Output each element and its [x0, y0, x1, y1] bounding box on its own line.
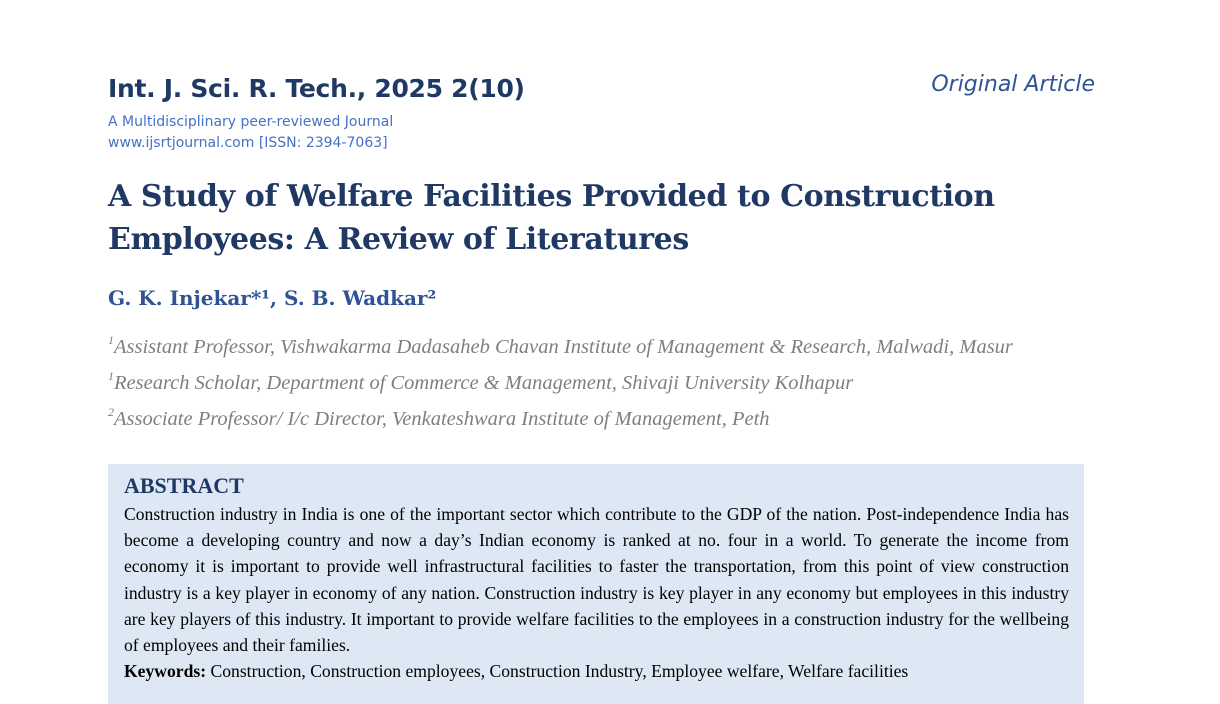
affiliation-marker: 1 [108, 369, 114, 383]
affiliation-item [108, 326, 1068, 362]
abstract-section [108, 464, 1084, 704]
affiliation-item [108, 362, 1068, 398]
affiliation-text: Research Scholar, Department of Commerce & Management, Shivaji University Kolhapur [114, 372, 854, 394]
article-type-label: Original Article [931, 72, 1095, 97]
journal-citation: Int. J. Sci. R. Tech., 2025 2(10) [108, 74, 525, 103]
affiliation-marker: 2 [108, 405, 114, 419]
affiliation-marker: 1 [108, 333, 114, 347]
keywords-line [124, 658, 1069, 684]
keywords-label: Keywords: [124, 661, 207, 682]
abstract-text: Construction industry in India is one of the important sector which contribute to the GDP of the nation. Post-independence India has become a developing country and now a day’s Indian economy is ranked at no. four in a world. To generate the income from economy it is important to provide well infrastructural facilities to faster the transportation, from this point of view construction industry is a key player in economy of any nation. Construction industry is key player in any economy but employees in this industry are key players of this industry. It important to provide welfare facilities to the employees in a construction industry for the wellbeing of employees and their families. [124, 504, 1069, 656]
paper-title: A Study of Welfare Facilities Provided to Construction Employees: A Review of Literatures [108, 179, 995, 257]
affiliation-text: Assistant Professor, Vishwakarma Dadasaheb Chavan Institute of Management & Research, Malwadi, Masur [114, 336, 1013, 358]
journal-website-link[interactable]: www.ijsrtjournal.com [ISSN: 2394-7063] [108, 135, 388, 151]
affiliation-list [108, 326, 1068, 434]
journal-tagline: A Multidisciplinary peer-reviewed Journal [108, 114, 394, 130]
affiliation-item [108, 398, 1068, 434]
abstract-heading: ABSTRACT [124, 473, 244, 498]
keywords-text: Construction, Construction employees, Construction Industry, Employee welfare, Welfare facilities [210, 661, 909, 682]
affiliation-text: Associate Professor/ I/c Director, Venkateshwara Institute of Management, Peth [114, 408, 770, 430]
author-list: G. K. Injekar*¹, S. B. Wadkar² [108, 286, 437, 310]
